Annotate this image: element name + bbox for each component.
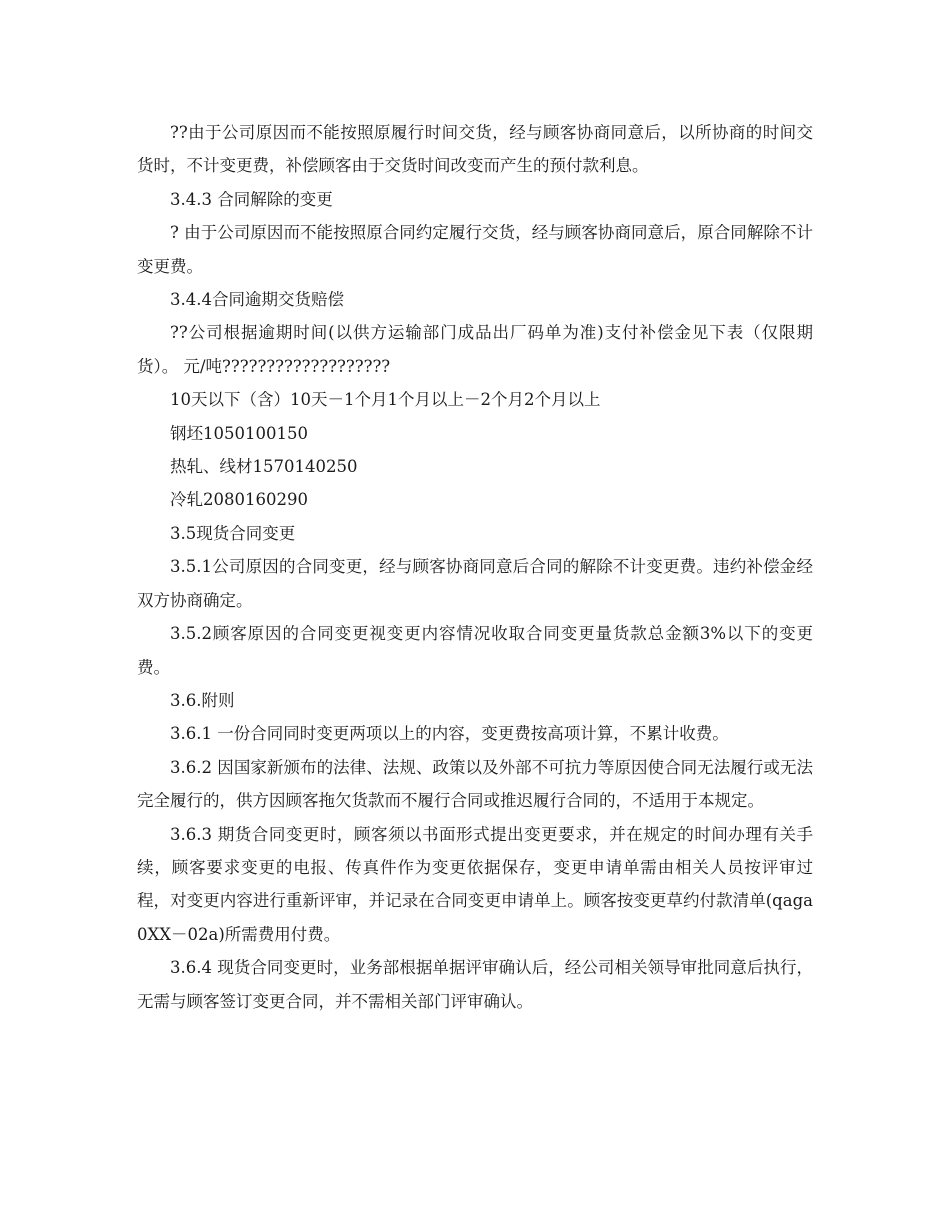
paragraph-compensation-intro: ??公司根据逾期时间(以供方运输部门成品出厂码单为准)支付补偿金见下表（仅限期货）。 元/吨??????????????????? (137, 323, 813, 376)
compensation-table-header: 10天以下（含）10天－1个月1个月以上－2个月2个月以上 (170, 390, 601, 410)
paragraph-3-5-2: 3.5.2顾客原因的合同变更视变更内容情况收取合同变更量货款总金额3%以下的变更费。 (137, 624, 813, 677)
compensation-row-billet: 钢坯1050100150 (170, 423, 308, 443)
paragraph-3-6-2: 3.6.2 因国家新颁布的法律、法规、政策以及外部不可抗力等原因使合同无法履行或无法完全履行的，供方因顾客拖欠货款而不履行合同或推迟履行合同的，不适用于本规定。 (137, 757, 813, 811)
heading-3-4-4: 3.4.4合同逾期交货赔偿 (170, 290, 344, 310)
heading-3-4-3: 3.4.3 合同解除的变更 (170, 189, 333, 209)
heading-3-5: 3.5现货合同变更 (170, 523, 296, 543)
paragraph-3-5-1: 3.5.1公司原因的合同变更，经与顾客协商同意后合同的解除不计变更费。违约补偿金经双方协商确定。 (137, 557, 813, 610)
compensation-row-cold-rolled: 冷轧2080160290 (170, 490, 308, 510)
compensation-row-hot-rolled: 热轧、线材1570140250 (170, 457, 358, 477)
paragraph-3-6-1: 3.6.1 一份合同同时变更两项以上的内容，变更费按高项计算，不累计收费。 (170, 724, 729, 744)
paragraph-contract-cancellation: ? 由于公司原因而不能按照原合同约定履行交货，经与顾客协商同意后，原合同解除不计变更费。 (137, 223, 813, 276)
paragraph-delivery-time-change: ??由于公司原因而不能按照原履行时间交货，经与顾客协商同意后，以所协商的时间交货时，不计变更费，补偿顾客由于交货时间改变而产生的预付款利息。 (137, 123, 813, 176)
paragraph-3-6-3: 3.6.3 期货合同变更时，顾客须以书面形式提出变更要求，并在规定的时间办理有关手续，顾客要求变更的电报、传真件作为变更依据保存，变更申请单需由相关人员按评审过程，对变更内容进行重新评审，并记录在合同变更申请单上。顾客按变更草约付款清单(qaga0XX－02a)所需费用付费。 (137, 824, 813, 944)
heading-3-6: 3.6.附则 (170, 690, 235, 710)
paragraph-3-6-4: 3.6.4 现货合同变更时，业务部根据单据评审确认后，经公司相关领导审批同意后执行，无需与顾客签订变更合同，并不需相关部门评审确认。 (137, 958, 813, 1011)
document-body (137, 116, 813, 1018)
